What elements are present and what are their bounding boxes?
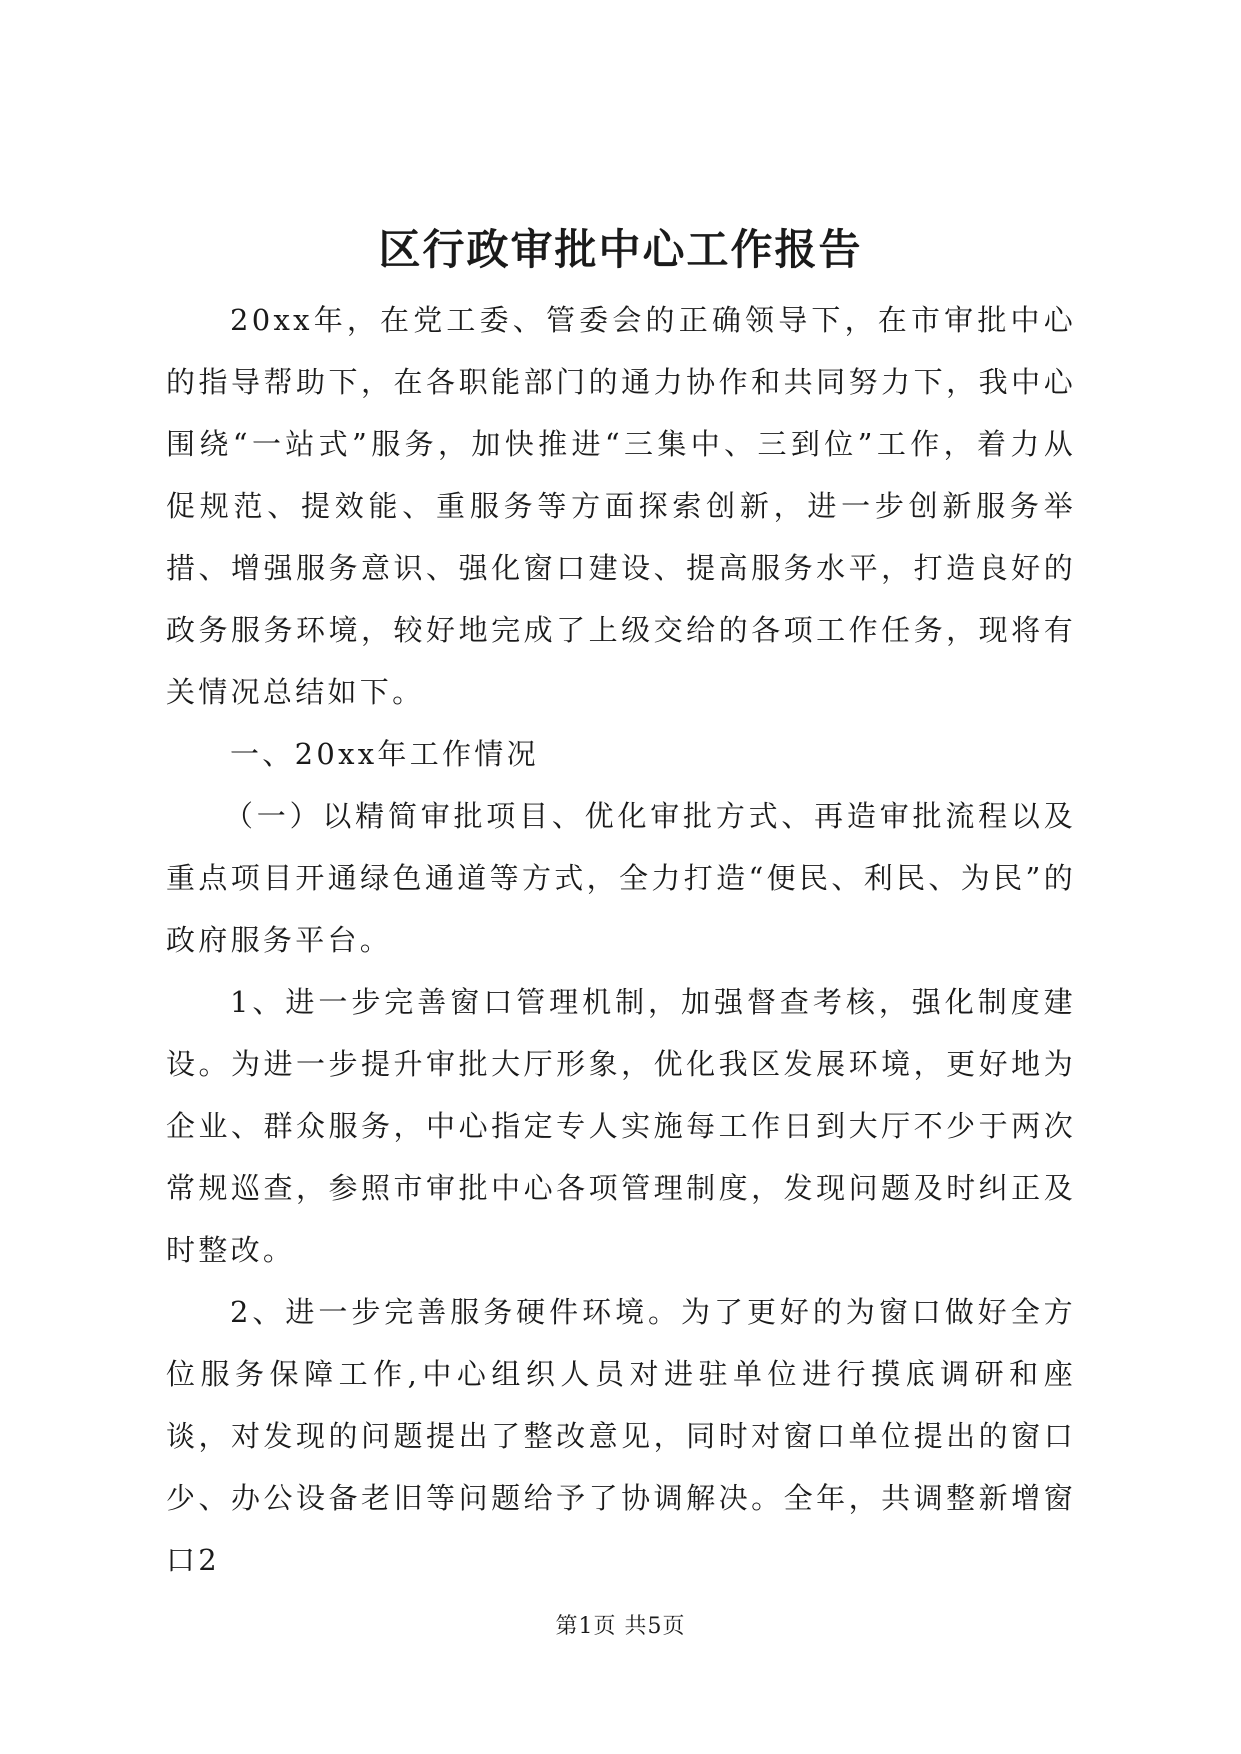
page-footer	[0, 1612, 1241, 1642]
document-title: 区行政审批中心工作报告	[378, 225, 863, 274]
subsection-heading-1: （一）以精简审批项目、优化审批方式、再造审批流程以及重点项目开通绿色通道等方式，全力打造“便民、利民、为民”的政府服务平台。	[166, 799, 1076, 957]
item-paragraph-1: 1、进一步完善窗口管理机制，加强督查考核，强化制度建设。为进一步提升审批大厅形象，优化我区发展环境，更好地为企业、群众服务，中心指定专人实施每工作日到大厅不少于两次常规巡查，参照市审批中心各项管理制度，发现问题及时纠正及时整改。	[166, 985, 1076, 1267]
intro-paragraph: 20xx年，在党工委、管委会的正确领导下，在市审批中心的指导帮助下，在各职能部门的通力协作和共同努力下，我中心围绕“一站式”服务，加快推进“三集中、三到位”工作，着力从促规范、提效能、重服务等方面探索创新，进一步创新服务举措、增强服务意识、强化窗口建设、提高服务水平，打造良好的政务服务环境，较好地完成了上级交给的各项工作任务，现将有关情况总结如下。	[166, 303, 1076, 709]
document-body	[166, 289, 1076, 1591]
section-heading-1: 一、20xx年工作情况	[230, 737, 539, 771]
page-number: 第1页 共5页	[555, 1614, 686, 1639]
item-paragraph-2: 2、进一步完善服务硬件环境。为了更好的为窗口做好全方位服务保障工作,中心组织人员对进驻单位进行摸底调研和座谈，对发现的问题提出了整改意见，同时对窗口单位提出的窗口少、办公设备老旧等问题给予了协调解决。全年，共调整新增窗口2	[166, 1295, 1076, 1577]
